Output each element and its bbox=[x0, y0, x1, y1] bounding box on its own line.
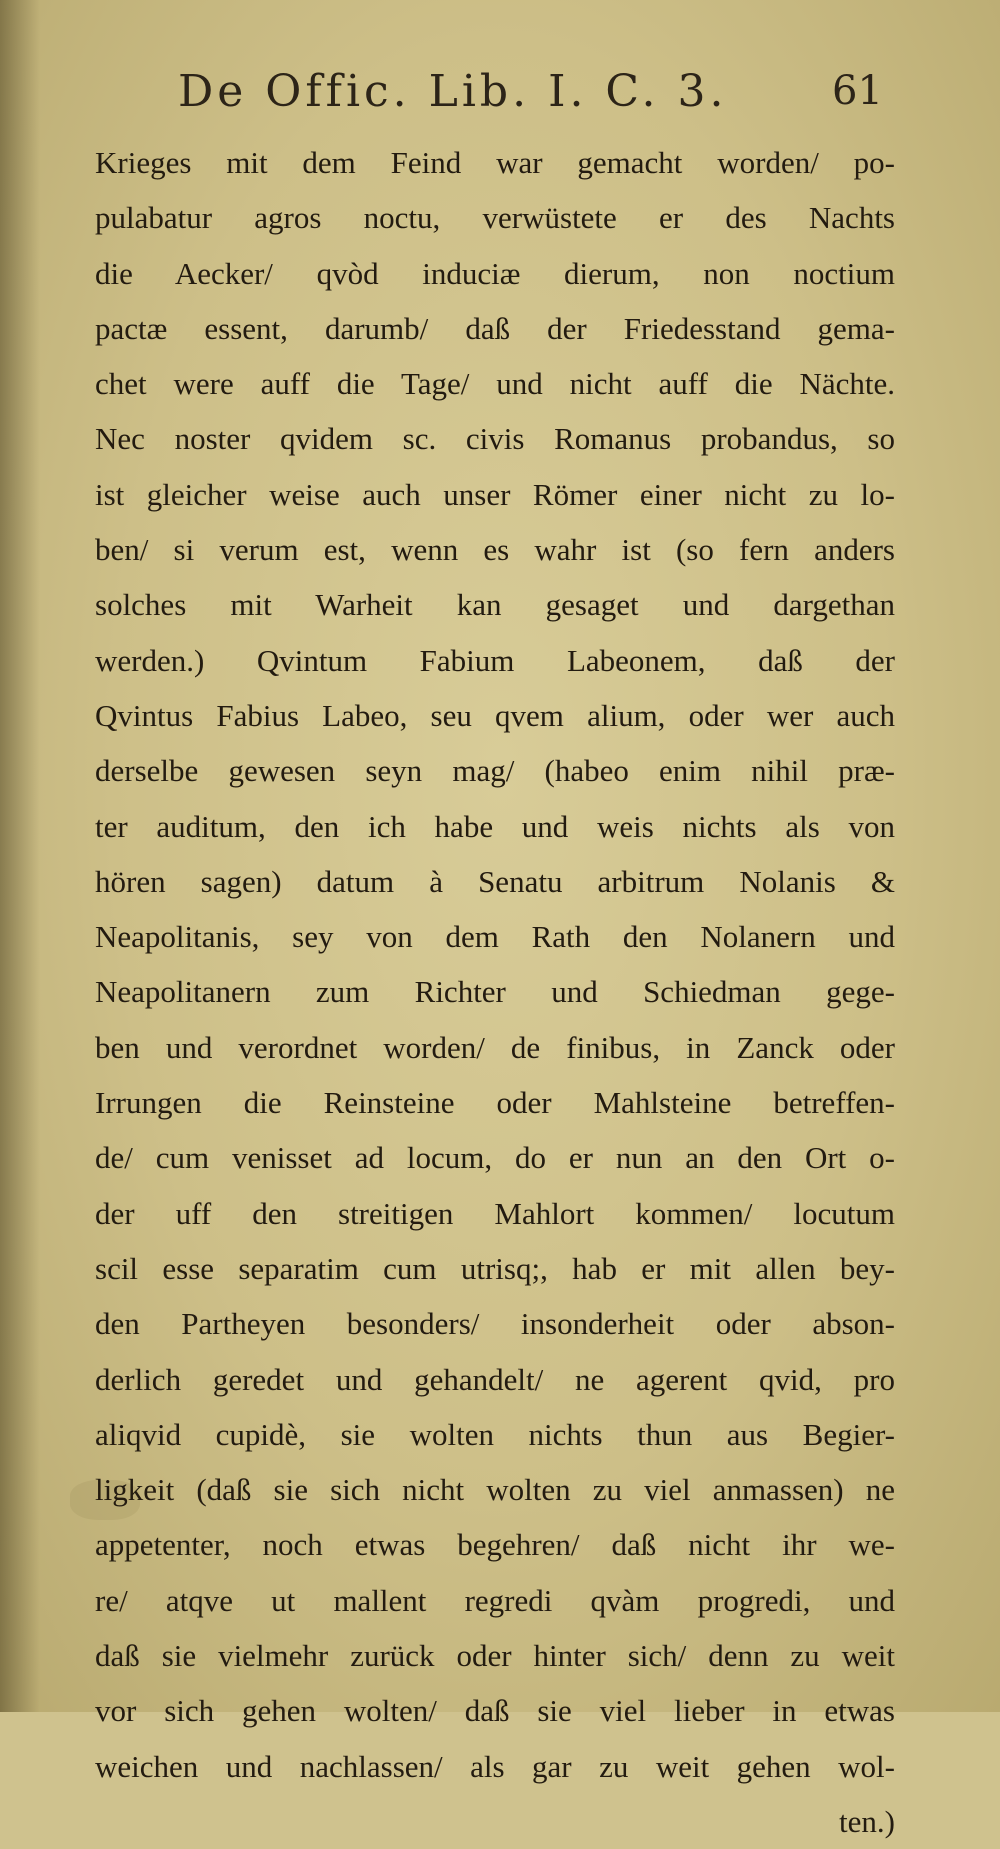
catchword-final-line: ten.) bbox=[839, 1803, 895, 1839]
page-header bbox=[0, 58, 1000, 128]
text-line: Neapolitanern zum Richter und Schiedman gege- bbox=[95, 974, 895, 1010]
text-line: derlich geredet und gehandelt/ ne agerent qvid, pro bbox=[95, 1361, 895, 1397]
text-line: re/ atqve ut mallent regredi qvàm progredi, und bbox=[95, 1582, 895, 1618]
text-line: pactæ essent, darumb/ daß der Friedesstand gema- bbox=[95, 310, 895, 346]
text-line: solches mit Warheit kan gesaget und dargethan bbox=[95, 587, 895, 623]
text-line: scil esse separatim cum utrisq;, hab er mit allen bey- bbox=[95, 1250, 895, 1286]
text-line: der uff den streitigen Mahlort kommen/ locutum bbox=[95, 1195, 895, 1231]
text-line: hören sagen) datum à Senatu arbitrum Nolanis & bbox=[95, 863, 895, 899]
text-line: de/ cum venisset ad locum, do er nun an den Ort o- bbox=[95, 1140, 895, 1176]
text-line: appetenter, noch etwas begehren/ daß nicht ihr we- bbox=[95, 1527, 895, 1563]
text-line: vor sich gehen wolten/ daß sie viel lieber in etwas bbox=[95, 1693, 895, 1729]
text-line: Krieges mit dem Feind war gemacht worden/ po- bbox=[95, 145, 895, 180]
text-line: Irrungen die Reinsteine oder Mahlsteine betreffen- bbox=[95, 1085, 895, 1121]
page-number: 61 bbox=[832, 68, 883, 114]
text-line: werden.) Qvintum Fabium Labeonem, daß der bbox=[95, 642, 895, 678]
running-title: De Offic. Lib. I. C. 3. bbox=[178, 66, 728, 117]
text-line: weichen und nachlassen/ als gar zu weit gehen wol- bbox=[95, 1748, 895, 1784]
text-line: ligkeit (daß sie sich nicht wolten zu viel anmassen) ne bbox=[95, 1472, 895, 1508]
text-line: ist gleicher weise auch unser Römer einer nicht zu lo- bbox=[95, 476, 895, 512]
text-line: die Aecker/ qvòd induciæ dierum, non noctium bbox=[95, 255, 895, 291]
body-text bbox=[95, 135, 895, 1849]
binding-shadow bbox=[0, 0, 40, 1712]
text-line: Nec noster qvidem sc. civis Romanus probandus, so bbox=[95, 421, 895, 457]
text-line: Neapolitanis, sey von dem Rath den Nolanern und bbox=[95, 919, 895, 955]
text-line: den Partheyen besonders/ insonderheit oder abson- bbox=[95, 1306, 895, 1342]
text-line: ter auditum, den ich habe und weis nichts als von bbox=[95, 808, 895, 844]
text-line: derselbe gewesen seyn mag/ (habeo enim nihil præ- bbox=[95, 753, 895, 789]
text-line: ben/ si verum est, wenn es wahr ist (so fern anders bbox=[95, 532, 895, 568]
text-line: Qvintus Fabius Labeo, seu qvem alium, oder wer auch bbox=[95, 697, 895, 733]
text-line: ben und verordnet worden/ de finibus, in Zanck oder bbox=[95, 1029, 895, 1065]
text-line: pulabatur agros noctu, verwüstete er des Nachts bbox=[95, 200, 895, 236]
text-line: chet were auff die Tage/ und nicht auff die Nächte. bbox=[95, 366, 895, 402]
text-line: aliqvid cupidè, sie wolten nichts thun aus Begier- bbox=[95, 1416, 895, 1452]
text-line: daß sie vielmehr zurück oder hinter sich/ denn zu weit bbox=[95, 1638, 895, 1674]
